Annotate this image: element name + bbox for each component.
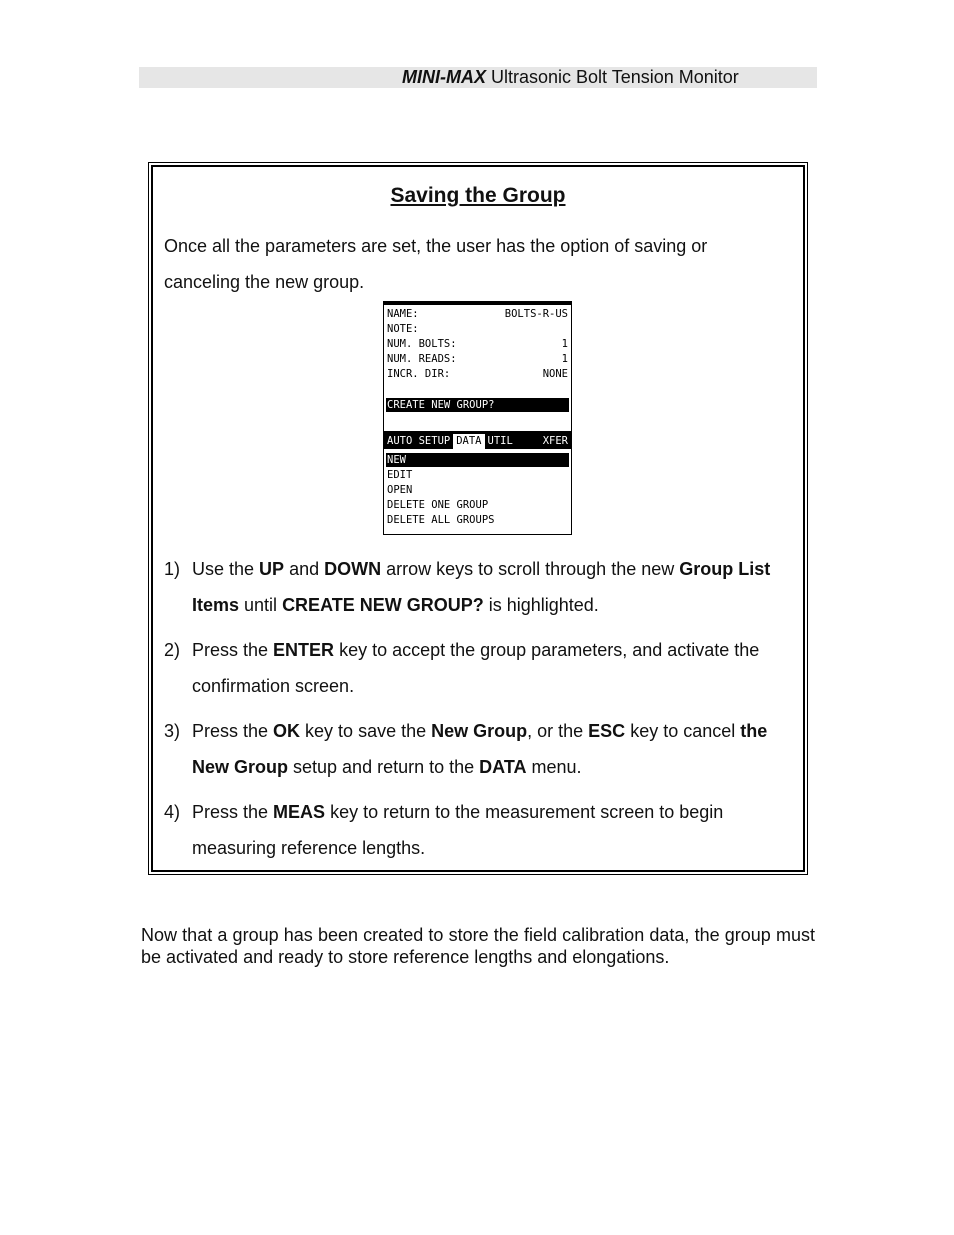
lcd-tab-spacer [516, 434, 540, 449]
steps-list [164, 551, 794, 875]
intro-paragraph: Once all the parameters are set, the user has the option of saving or canceling the new group. [164, 236, 708, 292]
closing-paragraph: Now that a group has been created to store the field calibration data, the group must be activated and ready to store reference lengths and elongations. [141, 925, 815, 967]
step-item: 3) Press the OK key to save the New Group, or the ESC key to cancel the New Group setup and return to the DATA menu. [164, 713, 794, 785]
lcd-tab-data: DATA [453, 434, 484, 449]
step-number: 3) [164, 721, 181, 741]
lcd-top-border [384, 302, 571, 305]
lcd-field-num-reads: NUM. READS: 1 [387, 353, 568, 365]
step-number: 2) [164, 640, 181, 660]
lcd-menu-item-edit: EDIT [387, 469, 413, 481]
lcd-tab-xfer: XFER [542, 435, 568, 447]
step-number: 1) [164, 559, 181, 579]
section-title: Saving the Group [390, 184, 566, 207]
lcd-menu-item-open: OPEN [387, 484, 413, 496]
lcd-tab-auto-setup: AUTO SETUP [387, 435, 451, 447]
step-number: 4) [164, 802, 181, 822]
lcd-create-group-prompt: CREATE NEW GROUP? [386, 398, 569, 412]
header-brand: MINI-MAX [402, 67, 486, 87]
lcd-field-name: NAME: BOLTS-R-US [387, 308, 568, 320]
lcd-menu-item-delete-one: DELETE ONE GROUP [387, 499, 489, 511]
lcd-menu-item-delete-all: DELETE ALL GROUPS [387, 514, 495, 526]
page-header [402, 67, 739, 88]
header-title: Ultrasonic Bolt Tension Monitor [486, 67, 739, 87]
lcd-field-note: NOTE: [387, 323, 419, 335]
step-item: 4) Press the MEAS key to return to the measurement screen to begin measuring reference lengths. [164, 794, 794, 866]
step-item: 2) Press the ENTER key to accept the group parameters, and activate the confirmation screen. [164, 632, 794, 704]
lcd-tab-util: UTIL [487, 435, 513, 447]
lcd-menu-item-new: NEW [386, 453, 569, 467]
lcd-menu-tabs [384, 434, 571, 449]
lcd-field-incr-dir: INCR. DIR: NONE [387, 368, 568, 380]
device-screen-image [383, 301, 572, 535]
lcd-field-num-bolts: NUM. BOLTS: 1 [387, 338, 568, 350]
step-item: 1) Use the UP and DOWN arrow keys to scroll through the new Group List Items until CREATE NEW GROUP? is highlighted. [164, 551, 794, 623]
